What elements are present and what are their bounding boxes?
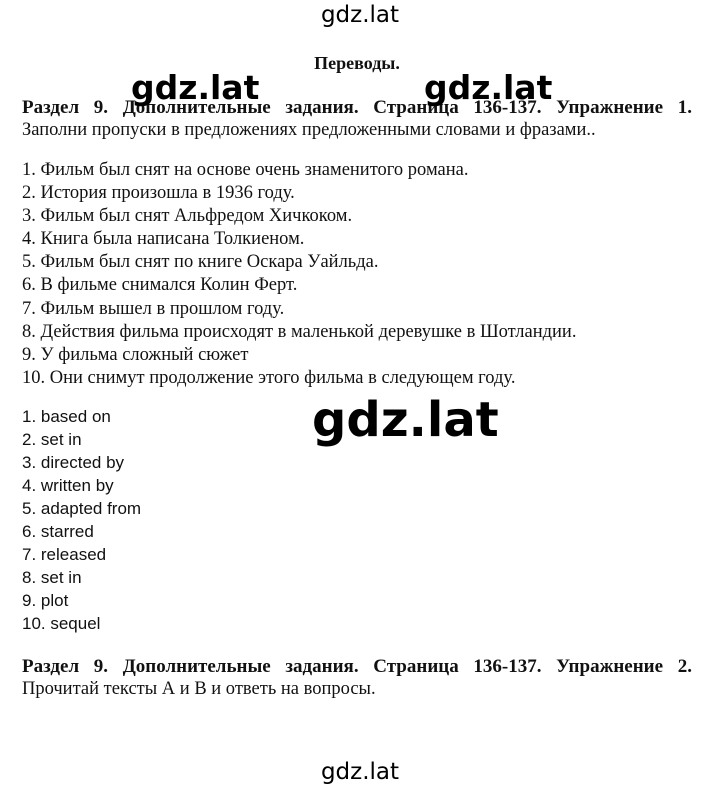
sentence-item: 7. Фильм вышел в прошлом году. <box>22 298 285 319</box>
sentence-item: 3. Фильм был снят Альфредом Хичкоком. <box>22 206 353 227</box>
answer-item: 5. adapted from <box>22 499 142 518</box>
section-2-heading: Раздел 9. Дополнительные задания. Страница 136-137. Упражнение 2. <box>22 656 692 677</box>
answer-item: 2. set in <box>22 430 82 449</box>
answer-item: 8. set in <box>22 568 82 587</box>
answer-list <box>22 405 141 635</box>
document-title: Переводы. <box>314 53 400 73</box>
sentence-item: 5. Фильм был снят по книге Оскара Уайльда. <box>22 252 379 273</box>
answer-item: 4. written by <box>22 476 114 495</box>
watermark-header-right: gdz.lat <box>424 68 553 107</box>
watermark-bottom: gdz.lat <box>320 759 400 785</box>
sentence-list <box>22 159 576 390</box>
sentence-item: 4. Книга была написана Толкиеном. <box>22 229 305 250</box>
answer-item: 1. based on <box>22 407 111 426</box>
sentence-item: 9. У фильма сложный сюжет <box>22 344 249 365</box>
watermark-top: gdz.lat <box>320 2 400 28</box>
section-1-heading: Раздел 9. Дополнительные задания. Страница 136-137. Упражнение 1. <box>22 97 692 118</box>
sentence-item: 6. В фильме снимался Колин Ферт. <box>22 275 298 296</box>
answer-item: 10. sequel <box>22 614 101 633</box>
watermark-header-left: gdz.lat <box>131 68 260 107</box>
answer-item: 7. released <box>22 545 107 564</box>
answer-item: 6. starred <box>22 522 94 541</box>
sentence-item: 2. История произошла в 1936 году. <box>22 183 295 204</box>
section-1-instruction: Заполни пропуски в предложениях предложенными словами и фразами.. <box>22 120 596 140</box>
sentence-item: 1. Фильм был снят на основе очень знаменитого романа. <box>22 160 469 180</box>
watermark-middle: gdz.lat <box>312 392 499 448</box>
sentence-item: 10. Они снимут продолжение этого фильма в следующем году. <box>22 367 516 388</box>
sentence-item: 8. Действия фильма происходят в маленькой деревушке в Шотландии. <box>22 321 577 342</box>
answer-item: 9. plot <box>22 591 69 610</box>
answer-item: 3. directed by <box>22 453 125 472</box>
section-2-instruction: Прочитай тексты А и В и ответь на вопросы. <box>22 679 376 699</box>
